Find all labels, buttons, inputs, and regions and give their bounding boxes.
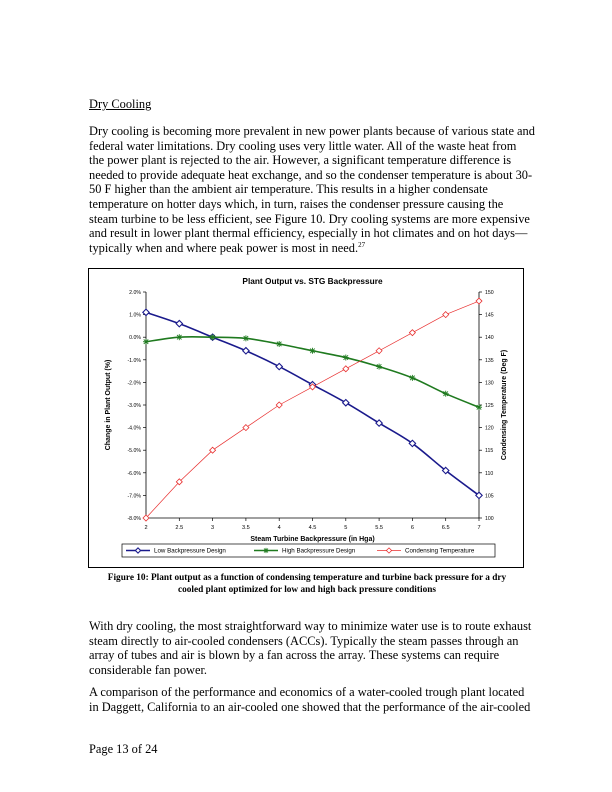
series-point-1 xyxy=(409,375,415,381)
y-right-tick-label: 145 xyxy=(485,312,494,319)
page-number: Page 13 of 24 xyxy=(89,742,158,756)
series-point-0 xyxy=(276,363,282,369)
series-line-0 xyxy=(146,312,479,495)
x-tick-label: 7 xyxy=(477,525,481,531)
series-point-2 xyxy=(476,298,482,304)
legend-swatch-marker xyxy=(263,548,268,553)
y-left-tick-label: -1.0% xyxy=(127,357,141,364)
y-right-tick-label: 140 xyxy=(485,335,494,342)
paragraph-line: the power plant is rejected to the air. However, a significant temperature difference is xyxy=(89,153,512,168)
x-tick-label: 5.5 xyxy=(375,525,383,531)
legend-label: High Backpressure Design xyxy=(282,547,356,555)
paragraph-line: With dry cooling, the most straightforward way to minimize water use is to route exhaust xyxy=(89,619,532,633)
x-tick-label: 4.5 xyxy=(308,525,317,531)
x-tick-label: 2 xyxy=(144,525,148,531)
x-axis-label: Steam Turbine Backpressure (in Hga) xyxy=(250,536,375,543)
series-point-2 xyxy=(443,312,449,318)
figure-caption xyxy=(89,573,525,596)
y-left-tick-label: -6.0% xyxy=(127,470,141,477)
y-left-tick-label: 2.0% xyxy=(129,290,141,296)
y-right-axis-label: Condensing Temperature (Deg F) xyxy=(501,349,508,461)
series-point-0 xyxy=(343,400,349,406)
chart-title: Plant Output vs. STG Backpressure xyxy=(242,276,383,286)
x-tick-label: 4 xyxy=(277,525,281,531)
series-point-1 xyxy=(310,348,316,354)
paragraph-line: steam turbine to be less efficient, see Figure 10. Dry cooling systems are more expensive xyxy=(89,211,530,226)
series-point-2 xyxy=(343,366,349,372)
paragraph-line: in Daggett, California to an air-cooled one showed that the performance of the air-cooled xyxy=(89,699,531,714)
y-right-tick-label: 130 xyxy=(485,380,494,387)
series-point-1 xyxy=(143,339,149,345)
figure-caption-line: cooled plant optimized for low and high back pressure conditions xyxy=(177,584,437,595)
legend-label: Condensing Temperature xyxy=(405,547,475,555)
y-left-tick-label: -5.0% xyxy=(127,448,141,455)
figure-caption-line: Figure 10: Plant output as a function of condensing temperature and turbine back pressure for a dry xyxy=(107,573,507,583)
y-right-tick-label: 115 xyxy=(485,448,494,455)
y-right-tick-label: 105 xyxy=(485,493,494,500)
y-right-tick-label: 150 xyxy=(485,290,494,296)
series-point-1 xyxy=(276,341,282,347)
y-left-axis-label: Change in Plant Output (%) xyxy=(105,359,112,451)
series-point-1 xyxy=(476,404,482,410)
x-tick-label: 6 xyxy=(410,525,414,531)
paragraph-line-text: typically when and where peak power is most in need. xyxy=(89,240,359,255)
y-left-tick-label: 1.0% xyxy=(129,312,141,319)
y-right-tick-label: 135 xyxy=(485,357,494,364)
paragraph-line: 50 F higher than the ambient air temperature. This results in a higher condensate xyxy=(89,182,488,197)
x-tick-label: 6.5 xyxy=(441,525,450,531)
paragraph-line: A comparison of the performance and economics of a water-cooled trough plant located xyxy=(89,685,525,699)
y-left-tick-label: -2.0% xyxy=(127,380,141,387)
y-right-tick-label: 125 xyxy=(485,403,494,409)
y-right-tick-label: 110 xyxy=(485,470,494,477)
paragraph-line: Dry cooling is becoming more prevalent in new power plants because of various state and xyxy=(89,124,535,138)
series-point-1 xyxy=(343,355,349,361)
series-point-2 xyxy=(409,330,415,336)
y-left-tick-label: -8.0% xyxy=(127,516,141,522)
x-tick-label: 5 xyxy=(344,525,348,531)
paragraph-line-last xyxy=(89,241,529,256)
legend-label: Low Backpressure Design xyxy=(154,547,226,555)
paragraph-line: temperature on hotter days which, in turn, raises the condenser pressure causing the xyxy=(89,196,504,211)
paragraph-line: array of tubes and air is blown by a fan across the array. These systems can require xyxy=(89,648,500,663)
series-point-1 xyxy=(243,335,249,341)
x-tick-label: 2.5 xyxy=(175,525,184,531)
series-point-2 xyxy=(376,348,382,354)
paragraph-acc xyxy=(89,619,532,677)
x-tick-label: 3 xyxy=(211,525,215,531)
series-point-1 xyxy=(376,364,382,370)
y-right-tick-label: 120 xyxy=(485,425,494,432)
paragraph-line: steam directly to air-cooled condensers (ACCs). Typically the steam passes through an xyxy=(89,633,519,648)
footnote-reference[interactable]: 27 xyxy=(358,240,366,249)
series-point-0 xyxy=(176,320,182,326)
section-heading: Dry Cooling xyxy=(89,97,152,111)
series-point-0 xyxy=(243,348,249,354)
paragraph-line: considerable fan power. xyxy=(89,662,208,677)
paragraph-line: federal water limitations. Dry cooling uses very little water. All of the waste heat from xyxy=(89,138,517,153)
paragraph-dry-cooling xyxy=(89,124,535,255)
chart-svg xyxy=(89,269,523,567)
y-left-tick-label: -3.0% xyxy=(127,403,141,409)
x-tick-label: 3.5 xyxy=(242,525,250,531)
y-left-tick-label: 0.0% xyxy=(129,335,141,342)
series-point-1 xyxy=(210,334,216,340)
paragraph-comparison xyxy=(89,685,529,714)
paragraph-line: and result in lower plant thermal efficiency, especially in hot climates and on hot days— xyxy=(89,226,528,241)
series-point-1 xyxy=(176,334,182,340)
y-left-tick-label: -7.0% xyxy=(127,493,141,500)
series-point-2 xyxy=(243,425,249,431)
paragraph-line: needed to provide adequate heat exchange, and so the condenser temperature is about 30- xyxy=(89,167,533,182)
series-point-1 xyxy=(443,391,449,397)
y-left-tick-label: -4.0% xyxy=(127,425,141,432)
series-line-1 xyxy=(146,337,479,407)
figure-10-chart xyxy=(88,268,524,568)
y-right-tick-label: 100 xyxy=(485,516,494,522)
series-line-2 xyxy=(146,301,479,518)
series-point-2 xyxy=(276,402,282,408)
